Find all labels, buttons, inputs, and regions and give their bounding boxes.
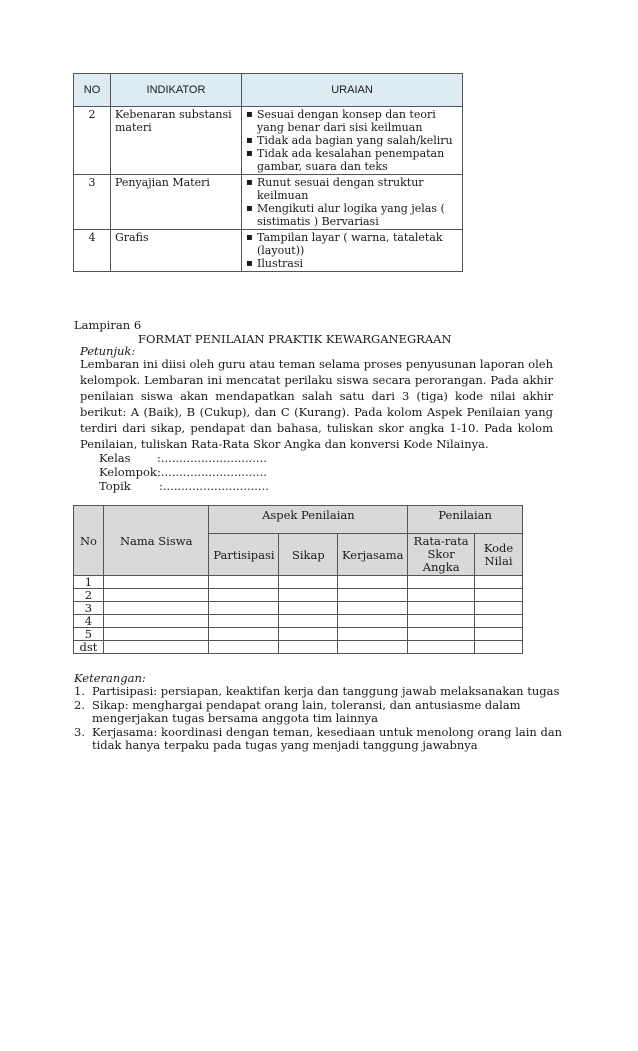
row-uraian — [242, 175, 463, 230]
header-sikap: Sikap — [279, 534, 338, 576]
field-kelas — [99, 451, 267, 465]
keterangan-list — [74, 685, 574, 753]
indicator-table-header — [74, 74, 463, 107]
row-no: 4 — [74, 615, 104, 628]
list-item — [74, 699, 574, 726]
field-topik-label: Topik — [99, 479, 131, 493]
table-row — [74, 107, 463, 175]
header-rata-rata: Rata-rata Skor Angka — [408, 534, 475, 576]
row-indikator: Grafis — [111, 230, 242, 272]
header-uraian: URAIAN — [242, 74, 463, 107]
list-number: 1. — [74, 684, 85, 698]
table-row — [74, 615, 523, 628]
header-penilaian: Penilaian — [408, 506, 523, 534]
uraian-item: ▪ Tidak ada bagian yang salah/keliru — [246, 134, 458, 147]
list-text: Kerjasama: koordinasi dengan teman, kesediaan untuk menolong orang lain dan tidak hanya terpaku pada tugas yang menjadi tanggung jawabnya — [92, 724, 563, 752]
row-no: 3 — [74, 175, 111, 230]
uraian-item: ▪ Ilustrasi — [246, 257, 458, 270]
row-no: dst — [74, 641, 104, 654]
table-row — [74, 628, 523, 641]
row-no: 5 — [74, 628, 104, 641]
petunjuk-label: Petunjuk: — [80, 344, 136, 358]
row-no: 3 — [74, 602, 104, 615]
uraian-item: ▪ Runut sesuai dengan struktur keilmuan — [246, 176, 458, 202]
format-title: FORMAT PENILAIAN PRAKTIK KEWARGANEGRAAN — [138, 332, 452, 346]
table-row — [74, 175, 463, 230]
row-indikator: Kebenaran substansi materi — [111, 107, 242, 175]
list-text: Partisipasi: persiapan, keaktifan kerja dan tanggung jawab melaksanakan tugas — [92, 684, 560, 698]
list-number: 2. — [74, 697, 85, 712]
header-aspek-penilaian: Aspek Penilaian — [209, 506, 408, 534]
header-kode-nilai: Kode Nilai — [475, 534, 523, 576]
field-kelas-label: Kelas — [99, 451, 131, 465]
header-no: NO — [74, 74, 111, 107]
field-topik-value: :............................. — [159, 479, 269, 493]
row-no: 2 — [74, 107, 111, 175]
row-indikator: Penyajian Materi — [111, 175, 242, 230]
field-kelas-value: :............................. — [157, 451, 267, 465]
assessment-table — [73, 505, 523, 654]
uraian-item: ▪ Mengikuti alur logika yang jelas ( sistimatis ) Bervariasi — [246, 202, 458, 228]
field-kelompok-value: :............................. — [157, 465, 267, 479]
table-row — [74, 230, 463, 272]
field-kelompok — [99, 465, 267, 479]
table-row — [74, 641, 523, 654]
uraian-item: ▪ Tidak ada kesalahan penempatan gambar, suara dan teks — [246, 147, 458, 173]
row-uraian — [242, 107, 463, 175]
row-no: 1 — [74, 576, 104, 589]
header-kerjasama: Kerjasama — [338, 534, 408, 576]
table-row — [74, 576, 523, 589]
uraian-item: ▪ Tampilan layar ( warna, tataletak (layout)) — [246, 231, 458, 257]
header-partisipasi: Partisipasi — [209, 534, 279, 576]
header-nama-siswa: Nama Siswa — [103, 506, 209, 576]
keterangan-title: Keterangan: — [74, 671, 146, 685]
list-number: 3. — [74, 724, 85, 739]
petunjuk-paragraph: Lembaran ini diisi oleh guru atau teman selama proses penyusunan laporan oleh kelompok. Lembaran ini mencatat perilaku siswa secara perorangan. Pada akhir penilaian siswa akan mendapatkan salah satu dari 3 (tiga) kode nilai akhir berikut: A (Baik), B (Cukup), dan C (Kurang). Pada kolom Aspek Penilaian yang terdiri dari sikap, pendapat dan bahasa, tuliskan skor angka 1-10. Pada kolom Penilaian, tuliskan Rata-Rata Skor Angka dan konversi Kode Nilainya. — [80, 357, 553, 451]
row-uraian — [242, 230, 463, 272]
list-item — [74, 685, 574, 699]
table-row — [74, 589, 523, 602]
uraian-item: ▪ Sesuai dengan konsep dan teori yang benar dari sisi keilmuan — [246, 108, 458, 134]
field-kelompok-label: Kelompok — [99, 465, 157, 479]
lampiran-label: Lampiran 6 — [74, 318, 142, 332]
table-row — [74, 602, 523, 615]
row-no: 2 — [74, 589, 104, 602]
header-indikator: INDIKATOR — [111, 74, 242, 107]
indicator-table — [73, 73, 463, 272]
row-no: 4 — [74, 230, 111, 272]
field-topik — [99, 479, 269, 493]
list-text: Sikap: menghargai pendapat orang lain, toleransi, dan antusiasme dalam mengerjakan tugas bersama anggota tim lainnya — [92, 697, 521, 725]
list-item — [74, 726, 574, 753]
header-no: No — [74, 506, 104, 576]
